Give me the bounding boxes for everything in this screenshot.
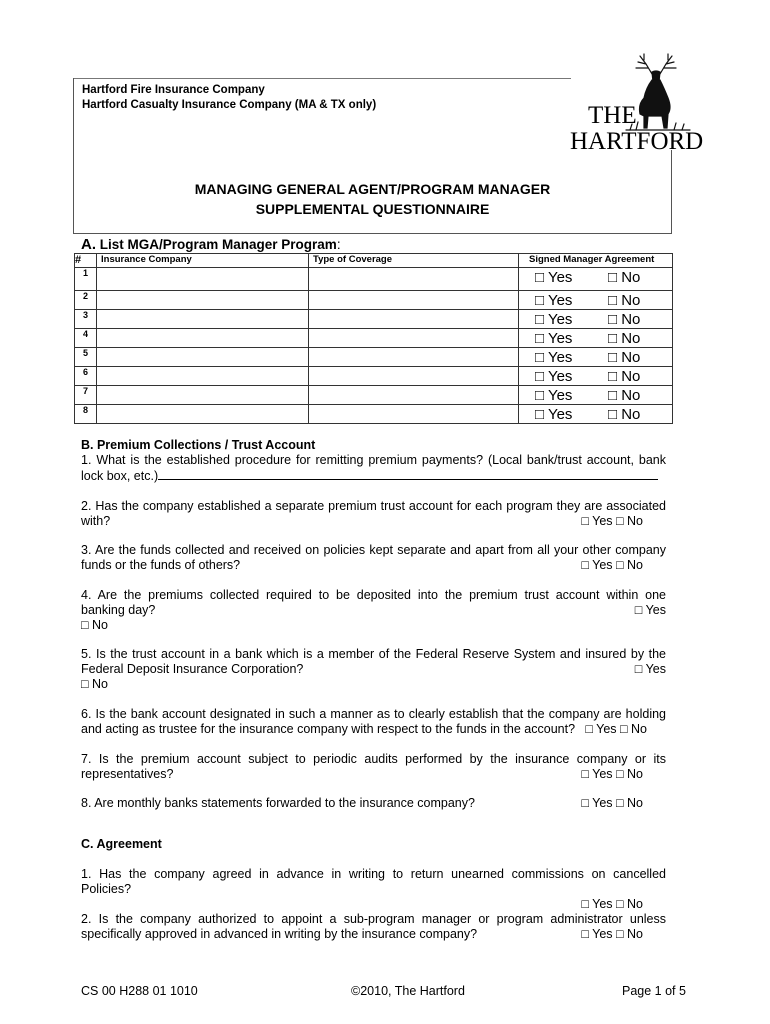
b-q5-line1: 5. Is the trust account in a bank which is a member of the Federal Reserve System and insured by the bbox=[81, 647, 666, 661]
b-q4-no[interactable]: □ No bbox=[81, 618, 109, 632]
form-title-line-2: SUPPLEMENTAL QUESTIONNAIRE bbox=[255, 201, 490, 217]
b-q4-line2 bbox=[81, 603, 666, 618]
b-q7-line1: 7. Is the premium account subject to periodic audits performed by the insurance company or its bbox=[81, 752, 666, 766]
agreement-no-checkbox[interactable]: □ No bbox=[608, 269, 641, 286]
type-of-coverage-cell[interactable] bbox=[309, 405, 519, 424]
insurance-company-cell[interactable] bbox=[97, 386, 309, 405]
b-q4 bbox=[81, 588, 666, 633]
agreement-yes-checkbox[interactable]: □ Yes bbox=[535, 387, 573, 404]
type-of-coverage-cell[interactable] bbox=[309, 386, 519, 405]
b-q1-line1: 1. What is the established procedure for remitting premium payments? (Local bank/trust account, bank bbox=[81, 453, 666, 467]
b-q5 bbox=[81, 647, 666, 692]
program-table-row bbox=[75, 329, 673, 348]
type-of-coverage-cell[interactable] bbox=[309, 291, 519, 310]
b-q1 bbox=[81, 453, 666, 484]
b-q4-line1: 4. Are the premiums collected required to be deposited into the premium trust account within one bbox=[81, 588, 666, 602]
b-q2 bbox=[81, 499, 666, 529]
agreement-no-checkbox[interactable]: □ No bbox=[608, 349, 641, 366]
section-a-heading bbox=[81, 236, 341, 253]
logo-the-text: THE bbox=[588, 102, 637, 129]
b-q7 bbox=[81, 752, 666, 782]
insurance-company-cell[interactable] bbox=[97, 367, 309, 386]
c-q2-line2-text: specifically approved in advanced in writing by the insurance company? bbox=[81, 927, 478, 941]
b-q7-line2 bbox=[81, 767, 666, 782]
type-of-coverage-cell[interactable] bbox=[309, 348, 519, 367]
company-name-1: Hartford Fire Insurance Company bbox=[82, 84, 265, 96]
agreement-yes-checkbox[interactable]: □ Yes bbox=[535, 349, 573, 366]
b-q3 bbox=[81, 543, 666, 573]
b-q5-line2 bbox=[81, 662, 666, 677]
row-number: 8 bbox=[75, 405, 97, 424]
b-q2-line1: 2. Has the company established a separate premium trust account for each program they are associated bbox=[81, 499, 666, 513]
agreement-yes-checkbox[interactable]: □ Yes bbox=[535, 311, 573, 328]
b-q8-text: 8. Are monthly banks statements forwarded to the insurance company? bbox=[81, 796, 475, 810]
b-q1-line2 bbox=[81, 468, 666, 484]
program-table bbox=[74, 253, 673, 424]
agreement-yes-checkbox[interactable]: □ Yes bbox=[535, 368, 573, 385]
form-title-line-1: MANAGING GENERAL AGENT/PROGRAM MANAGER bbox=[194, 181, 551, 197]
footer-copyright: ©2010, The Hartford bbox=[351, 984, 465, 998]
b-q6-line2-text: and acting as trustee for the insurance company with respect to the funds in the account? bbox=[81, 722, 576, 736]
agreement-yes-checkbox[interactable]: □ Yes bbox=[535, 269, 573, 286]
section-b-title: B. Premium Collections / Trust Account bbox=[81, 438, 316, 452]
b-q5-yes[interactable]: □ Yes bbox=[634, 662, 666, 676]
insurance-company-cell[interactable] bbox=[97, 348, 309, 367]
b-q6-line2 bbox=[81, 722, 666, 737]
agreement-no-checkbox[interactable]: □ No bbox=[608, 387, 641, 404]
agreement-no-checkbox[interactable]: □ No bbox=[608, 368, 641, 385]
row-number: 4 bbox=[75, 329, 97, 348]
insurance-company-cell[interactable] bbox=[97, 310, 309, 329]
section-a-colon: : bbox=[336, 237, 341, 252]
col-insurance-company: Insurance Company bbox=[97, 254, 309, 268]
agreement-yes-checkbox[interactable]: □ Yes bbox=[535, 330, 573, 347]
row-number: 7 bbox=[75, 386, 97, 405]
b-q3-line2-text: funds or the funds of others? bbox=[81, 558, 241, 572]
b-q4-line2-text: banking day? bbox=[81, 603, 156, 617]
agreement-yes-checkbox[interactable]: □ Yes bbox=[535, 406, 573, 423]
section-c-title: C. Agreement bbox=[81, 837, 162, 851]
signed-agreement-cell bbox=[519, 348, 673, 367]
b-q6-yes-no[interactable]: □ Yes □ No bbox=[585, 722, 647, 736]
b-q8-yes-no[interactable]: □ Yes □ No bbox=[581, 796, 643, 810]
col-signed-manager-agreement: Signed Manager Agreement bbox=[519, 254, 673, 268]
b-q5-line2-text: Federal Deposit Insurance Corporation? bbox=[81, 662, 304, 676]
program-table-row bbox=[75, 386, 673, 405]
signed-agreement-cell bbox=[519, 291, 673, 310]
program-table-row bbox=[75, 310, 673, 329]
company-name-2: Hartford Casualty Insurance Company (MA & TX only) bbox=[82, 99, 377, 111]
b-q6-line1: 6. Is the bank account designated in such a manner as to clearly establish that the company are holding bbox=[81, 707, 666, 721]
b-q2-yes-no[interactable]: □ Yes □ No bbox=[581, 514, 643, 528]
program-table-row bbox=[75, 367, 673, 386]
insurance-company-cell[interactable] bbox=[97, 268, 309, 291]
program-table-header bbox=[75, 254, 673, 268]
footer-form-number: CS 00 H288 01 1010 bbox=[81, 984, 198, 998]
agreement-no-checkbox[interactable]: □ No bbox=[608, 406, 641, 423]
agreement-no-checkbox[interactable]: □ No bbox=[608, 292, 641, 309]
c-q2-line2 bbox=[81, 927, 666, 942]
logo-hartford-text: HARTFORD bbox=[570, 128, 704, 155]
row-number: 3 bbox=[75, 310, 97, 329]
b-q1-line2-text: lock box, etc.) bbox=[81, 469, 159, 483]
signed-agreement-cell bbox=[519, 310, 673, 329]
c-q1-line2: Policies? bbox=[81, 882, 132, 896]
insurance-company-cell[interactable] bbox=[97, 291, 309, 310]
row-number: 5 bbox=[75, 348, 97, 367]
b-q2-line2-text: with? bbox=[81, 514, 111, 528]
section-a-title: List MGA/Program Manager Program bbox=[99, 237, 337, 252]
b-q7-line2-text: representatives? bbox=[81, 767, 174, 781]
agreement-yes-checkbox[interactable]: □ Yes bbox=[535, 292, 573, 309]
c-q1 bbox=[81, 867, 666, 912]
footer-page-number: Page 1 of 5 bbox=[622, 984, 686, 998]
c-q1-yes-no[interactable]: □ Yes □ No bbox=[581, 897, 643, 911]
row-number: 2 bbox=[75, 291, 97, 310]
b-q1-answer-line[interactable] bbox=[158, 468, 658, 480]
type-of-coverage-cell[interactable] bbox=[309, 310, 519, 329]
type-of-coverage-cell[interactable] bbox=[309, 268, 519, 291]
b-q6 bbox=[81, 707, 666, 737]
program-table-row bbox=[75, 405, 673, 424]
b-q8 bbox=[81, 796, 666, 811]
c-q1-line1: 1. Has the company agreed in advance in writing to return unearned commissions on cancelled bbox=[81, 867, 666, 881]
agreement-no-checkbox[interactable]: □ No bbox=[608, 311, 641, 328]
col-type-of-coverage: Type of Coverage bbox=[309, 254, 519, 268]
header-top-rule bbox=[73, 78, 571, 79]
col-number: # bbox=[75, 254, 97, 268]
type-of-coverage-cell[interactable] bbox=[309, 329, 519, 348]
c-q2-yes-no[interactable]: □ Yes □ No bbox=[581, 927, 643, 941]
row-number: 1 bbox=[75, 268, 97, 291]
program-table-row bbox=[75, 268, 673, 291]
signed-agreement-cell bbox=[519, 405, 673, 424]
signed-agreement-cell bbox=[519, 268, 673, 291]
agreement-no-checkbox[interactable]: □ No bbox=[608, 330, 641, 347]
header-bottom-rule bbox=[73, 233, 672, 234]
b-q4-yes[interactable]: □ Yes bbox=[634, 603, 666, 617]
type-of-coverage-cell[interactable] bbox=[309, 367, 519, 386]
b-q3-line1: 3. Are the funds collected and received on policies kept separate and apart from all your other company bbox=[81, 543, 666, 557]
b-q2-line2 bbox=[81, 514, 666, 529]
b-q3-yes-no[interactable]: □ Yes □ No bbox=[581, 558, 643, 572]
b-q3-line2 bbox=[81, 558, 666, 573]
program-table-row bbox=[75, 348, 673, 367]
program-table-row bbox=[75, 291, 673, 310]
c-q2-line1: 2. Is the company authorized to appoint a sub-program manager or program administrator unless bbox=[81, 912, 666, 926]
b-q5-no[interactable]: □ No bbox=[81, 677, 109, 691]
b-q7-yes-no[interactable]: □ Yes □ No bbox=[581, 767, 643, 781]
signed-agreement-cell bbox=[519, 386, 673, 405]
c-q2 bbox=[81, 912, 666, 942]
insurance-company-cell[interactable] bbox=[97, 329, 309, 348]
section-a-letter: A. bbox=[81, 236, 96, 253]
row-number: 6 bbox=[75, 367, 97, 386]
signed-agreement-cell bbox=[519, 367, 673, 386]
signed-agreement-cell bbox=[519, 329, 673, 348]
insurance-company-cell[interactable] bbox=[97, 405, 309, 424]
